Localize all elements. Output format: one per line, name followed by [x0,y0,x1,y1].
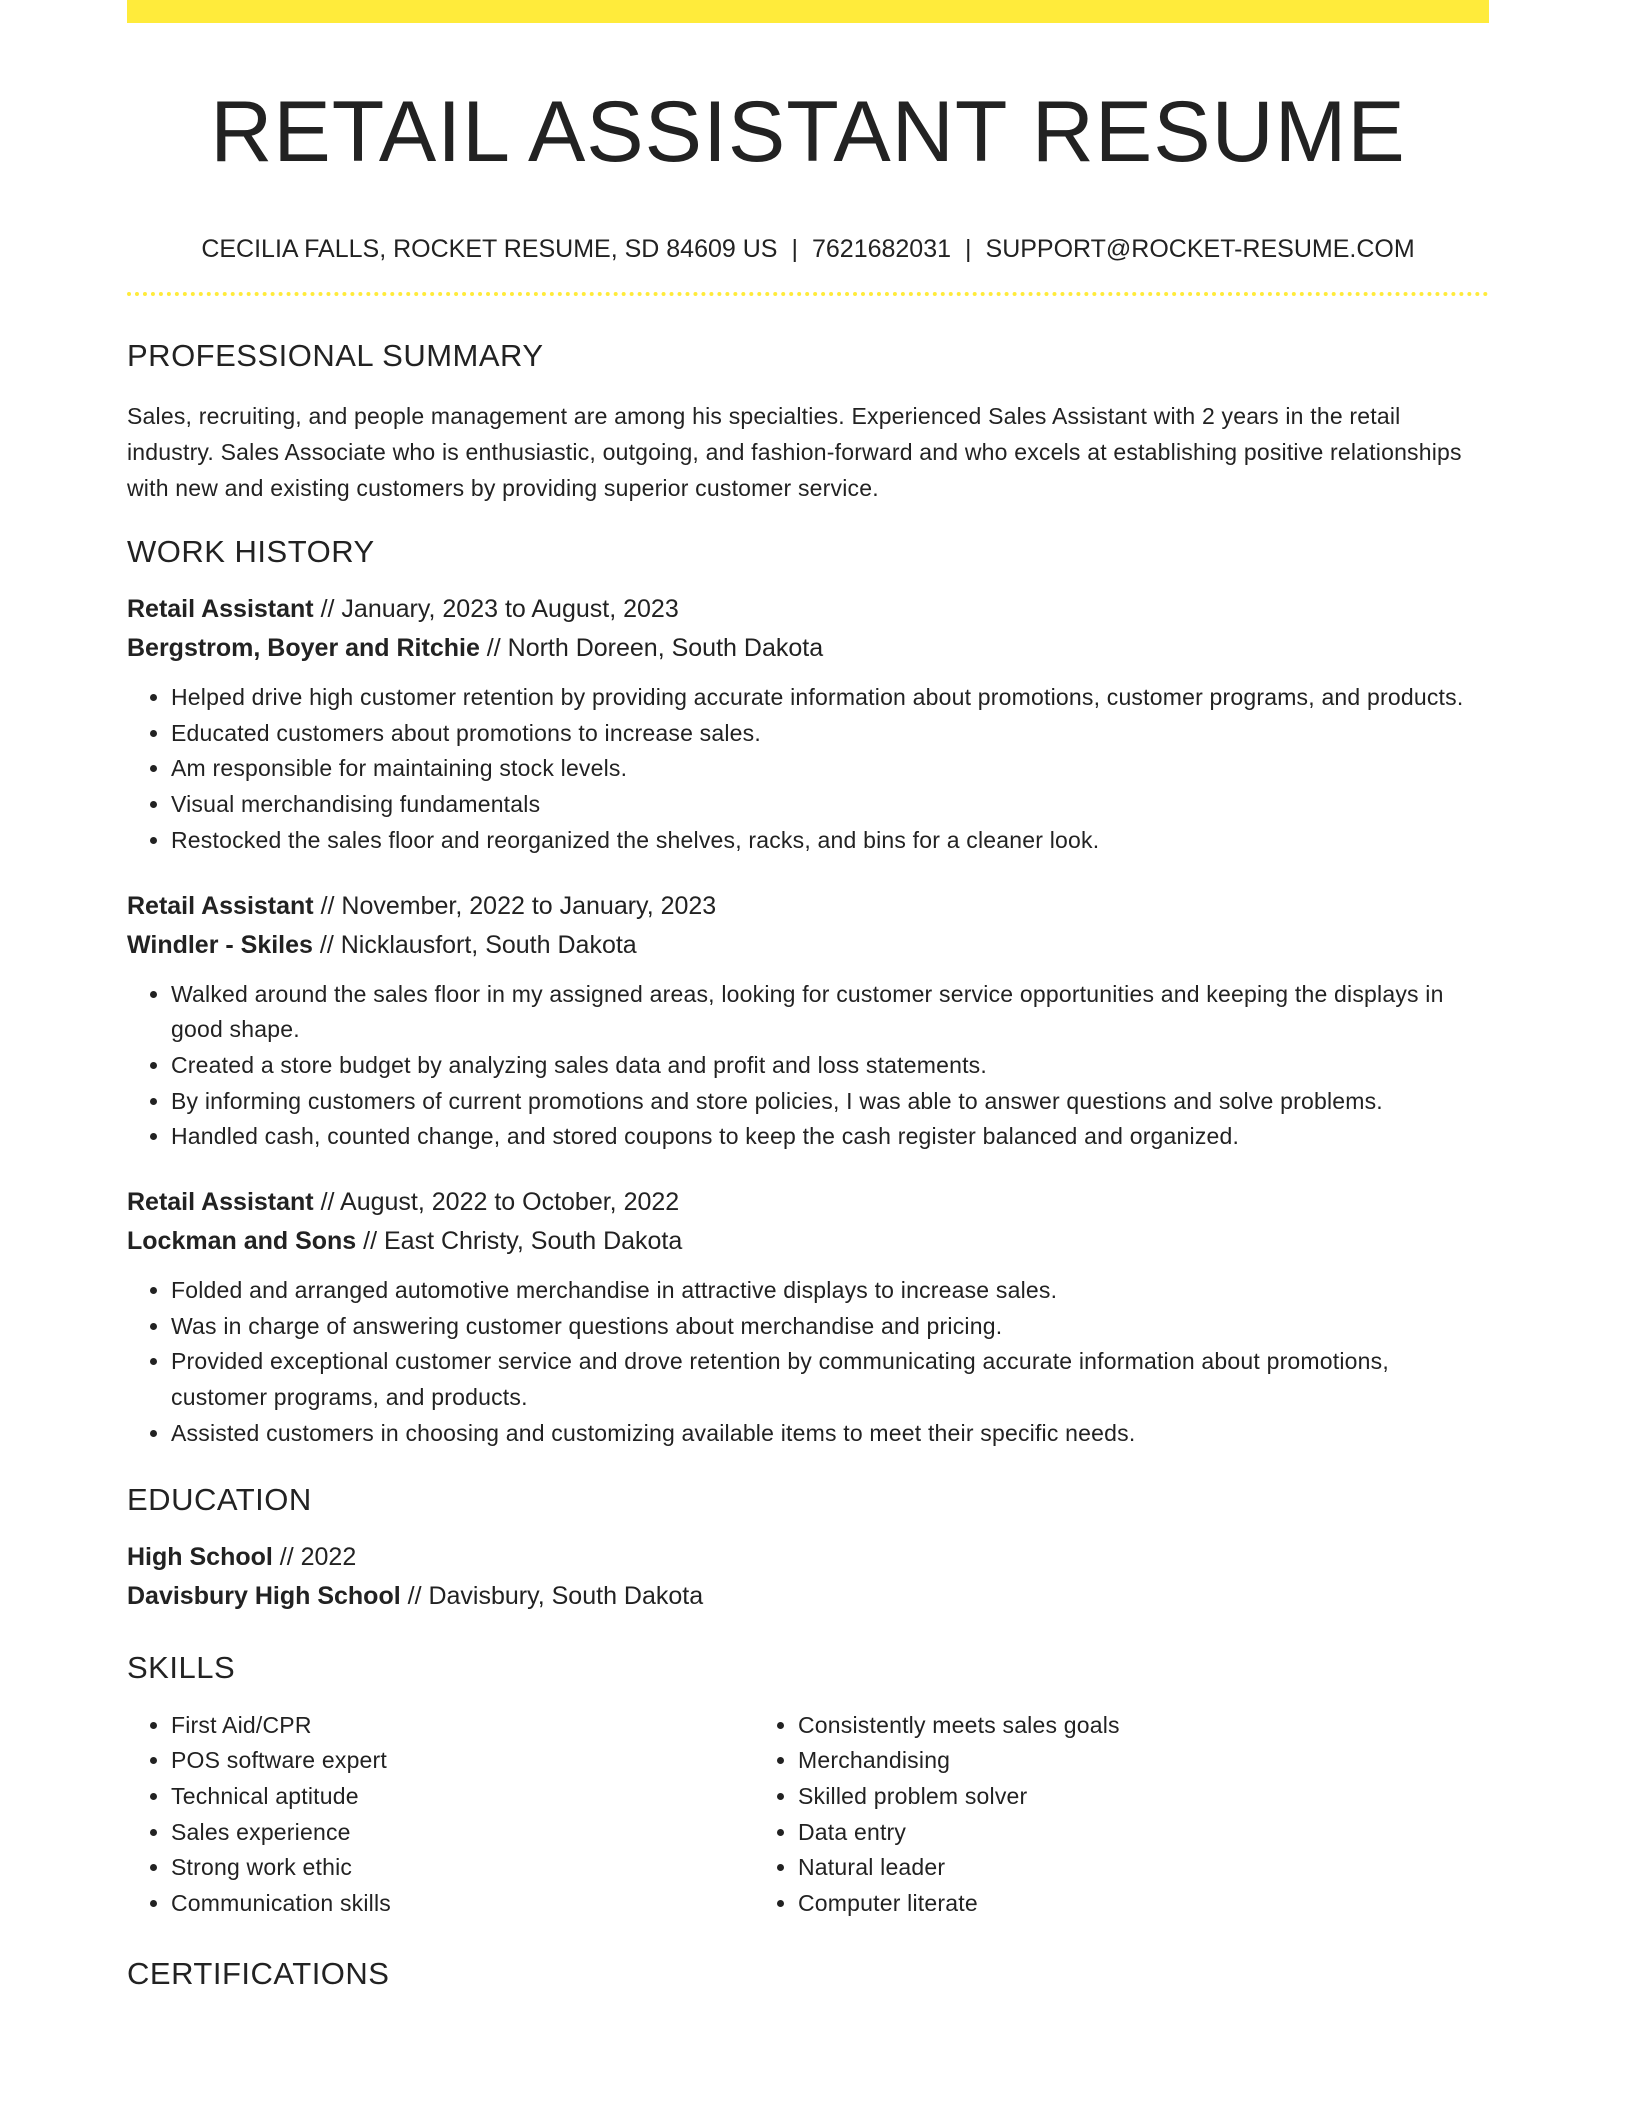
education-school-line [127,1577,1489,1616]
job-location: // Nicklausfort, South Dakota [312,930,637,959]
contact-address: CECILIA FALLS, ROCKET RESUME, SD 84609 US [201,235,778,263]
job-bullet: • Visual merchandising fundamentals [171,787,1489,823]
job-company-line [127,926,1489,965]
contact-separator: | [791,235,798,263]
skill-item: • Technical aptitude [171,1779,754,1815]
job-title-line [127,590,1489,629]
job-company-line [127,629,1489,668]
job-bullet: • Educated customers about promotions to increase sales. [171,716,1489,752]
skills-columns [127,1708,1489,1922]
skill-item: • First Aid/CPR [171,1708,754,1744]
skill-item: • Communication skills [171,1886,754,1922]
job-title: Retail Assistant [127,1188,314,1217]
section-heading-skills: SKILLS [127,1649,236,1685]
education-degree-line [127,1538,1489,1577]
skill-item: • Computer literate [798,1886,1425,1922]
job-company: Windler - Skiles [127,930,313,959]
skill-item: • Sales experience [171,1815,754,1851]
job-bullet: • Provided exceptional customer service and drove retention by communicating accurate information about promotions, customer programs, and products. [171,1344,1489,1415]
job-company: Bergstrom, Boyer and Ritchie [127,634,480,662]
job-bullet: • Created a store budget by analyzing sales data and profit and loss statements. [171,1048,1489,1084]
job-location: // East Christy, South Dakota [356,1227,683,1256]
job-dates: // August, 2022 to October, 2022 [313,1188,680,1217]
job-bullet: • Walked around the sales floor in my assigned areas, looking for customer service opportunities and keeping the displays in good shape. [171,977,1489,1048]
job-bullet: • Helped drive high customer retention by providing accurate information about promotions, customer programs, and products. [171,680,1489,716]
job-entry [127,590,1489,859]
job-bullet: • Assisted customers in choosing and customizing available items to meet their specific needs. [171,1416,1489,1452]
job-title-line [127,887,1489,926]
job-bullets [127,1273,1489,1452]
skill-item: • Natural leader [798,1850,1425,1886]
skills-list-right [754,1708,1425,1922]
skill-item: • POS software expert [171,1743,754,1779]
job-bullet: • By informing customers of current promotions and store policies, I was able to answer questions and solve problems. [171,1084,1489,1120]
job-title: Retail Assistant [127,595,314,623]
dotted-divider [127,292,1489,296]
section-heading-education: EDUCATION [127,1481,312,1517]
education-location: // Davisbury, South Dakota [400,1581,704,1610]
job-title: Retail Assistant [127,891,314,920]
job-company-line [127,1222,1489,1261]
job-bullet: • Restocked the sales floor and reorganized the shelves, racks, and bins for a cleaner look. [171,823,1489,859]
contact-phone: 7621682031 [811,235,952,263]
job-bullet: • Am responsible for maintaining stock levels. [171,751,1489,787]
contact-separator: | [965,235,972,263]
section-heading-certifications: CERTIFICATIONS [127,1955,390,1991]
skill-item: • Strong work ethic [171,1850,754,1886]
job-bullet: • Handled cash, counted change, and stored coupons to keep the cash register balanced and organized. [171,1119,1489,1155]
skill-item: • Data entry [798,1815,1425,1851]
job-dates: // January, 2023 to August, 2023 [313,595,679,623]
resume-title: RETAIL ASSISTANT RESUME [210,84,1406,180]
job-location: // North Doreen, South Dakota [479,634,824,662]
skill-item: • Skilled problem solver [798,1779,1425,1815]
job-bullet: • Folded and arranged automotive merchandise in attractive displays to increase sales. [171,1273,1489,1309]
job-entry [127,1183,1489,1452]
contact-email: SUPPORT@ROCKET-RESUME.COM [985,235,1415,263]
skills-list-left [127,1708,754,1922]
resume-content [127,0,1489,1992]
skill-item: • Consistently meets sales goals [798,1708,1425,1744]
education-school: Davisbury High School [127,1581,401,1610]
job-entry [127,887,1489,1156]
education-degree: High School [127,1542,273,1571]
job-company: Lockman and Sons [127,1227,357,1256]
job-dates: // November, 2022 to January, 2023 [313,891,717,920]
job-bullets [127,977,1489,1156]
section-heading-work-history: WORK HISTORY [127,534,375,569]
skill-item: • Merchandising [798,1743,1425,1779]
job-bullet: • Was in charge of answering customer questions about merchandise and pricing. [171,1309,1489,1345]
section-heading-summary: PROFESSIONAL SUMMARY [127,338,544,373]
summary-text: Sales, recruiting, and people management are among his specialties. Experienced Sales Assistant with 2 years in the retail industry. Sales Associate who is enthusiastic, outgoing, and fashion-forward and who excels at establishing positive relationships with new and existing customers by providing superior customer service. [127,403,1462,501]
contact-line [127,234,1489,264]
job-title-line [127,1183,1489,1222]
job-bullets [127,680,1489,859]
education-year: // 2022 [272,1542,357,1571]
